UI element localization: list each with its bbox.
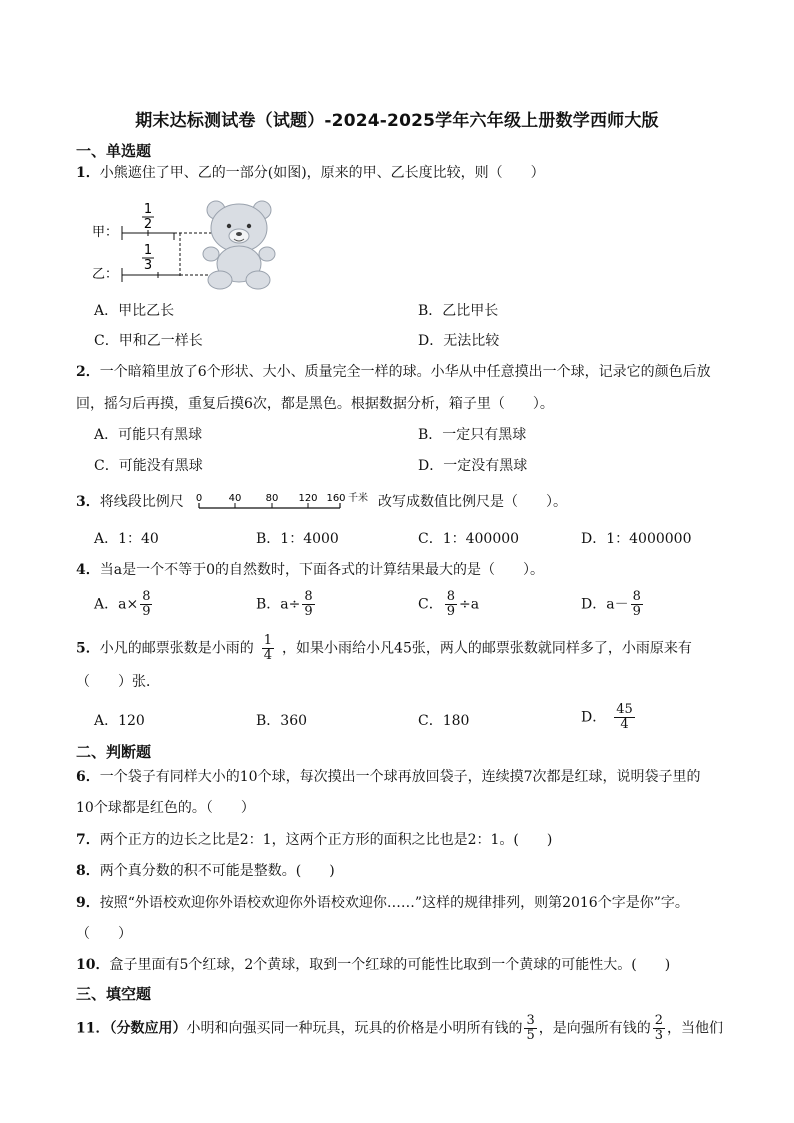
scale-tick-120: 120 <box>298 493 318 504</box>
question-5-line-1 <box>76 634 692 663</box>
fraction <box>524 1014 536 1043</box>
question-text-1: 小明和向强买同一种玩具，玩具的价格是小明所有钱的 <box>186 1020 523 1037</box>
question-9-line-1 <box>76 893 689 913</box>
question-text: 一个袋子有同样大小的10个球，每次摸出一个球再放回袋子，连续摸7次都是红球，说明袋子里的 <box>99 769 701 785</box>
fraction-denominator: 9 <box>304 604 313 619</box>
q1-option-c: C．甲和乙一样长 <box>94 333 203 349</box>
question-number: 3． <box>76 494 100 510</box>
yi-label: 乙： <box>92 267 119 282</box>
q3-option-c: C．1：400000 <box>418 531 520 547</box>
question-number: 10． <box>76 957 110 973</box>
q3-option-b: B．1：4000 <box>256 531 339 547</box>
question-text-3: ，当他们 <box>667 1020 724 1037</box>
section-heading-true-false: 二、判断题 <box>76 743 152 761</box>
question-text-2: ，是向强所有钱的 <box>538 1020 651 1037</box>
fraction-numerator: 3 <box>526 1013 535 1028</box>
option-d-prefix: D． <box>581 709 607 726</box>
fraction-numerator: 8 <box>304 589 313 604</box>
jia-label: 甲： <box>92 225 119 240</box>
question-text: 一个暗箱里放了6个形状、大小、质量完全一样的球。小华从中任意摸出一个球，记录它的颜色后放 <box>99 364 711 380</box>
question-number: 6． <box>76 769 100 785</box>
question-6-line-2: 10个球都是红色的。（ ） <box>76 800 255 816</box>
question-number: 7． <box>76 832 100 848</box>
fraction-numerator: 8 <box>446 589 455 604</box>
option-a-prefix: A．a× <box>94 596 139 613</box>
question-2-line-2: 回，摇匀后再摸，重复后摸6次，都是黑色。根据数据分析，箱子里（ ）。 <box>76 396 554 412</box>
q1-figure <box>92 196 288 290</box>
question-text: 当a是一个不等于0的自然数时，下面各式的计算结果最大的是（ ）。 <box>99 562 545 578</box>
question-8 <box>76 861 335 881</box>
question-6-line-1 <box>76 767 700 787</box>
q4-option-b <box>256 590 317 619</box>
scale-tick-0: 0 <box>195 493 203 504</box>
question-text: 小熊遮住了甲、乙的一部分(如图)，原来的甲、乙长度比较，则（ ） <box>99 165 545 181</box>
fraction <box>614 703 635 732</box>
teddy-bear-icon <box>203 201 275 289</box>
fraction <box>631 590 643 619</box>
fraction-denominator: 3 <box>654 1028 664 1043</box>
question-1 <box>76 163 545 183</box>
fraction <box>653 1014 665 1043</box>
fraction-denominator: 9 <box>142 604 151 619</box>
question-4 <box>76 560 544 580</box>
q2-option-b: B．一定只有黑球 <box>418 427 527 443</box>
jia-fraction-numerator: 1 <box>143 202 153 217</box>
scale-tick-80: 80 <box>265 493 279 504</box>
question-text-after: ，如果小雨给小凡45张，两人的邮票张数就同样多了，小雨原来有 <box>282 640 692 657</box>
option-d-prefix: D．a－ <box>581 596 629 613</box>
fraction-numerator: 8 <box>142 589 151 604</box>
question-number: 5． <box>76 640 100 657</box>
question-number: 1． <box>76 165 100 181</box>
option-c-suffix: ÷a <box>459 596 480 613</box>
question-number: 8． <box>76 863 100 879</box>
q2-option-d: D．一定没有黑球 <box>418 458 528 474</box>
q4-option-a <box>94 590 154 619</box>
q4-option-c <box>418 590 479 619</box>
question-9-line-2: （ ） <box>76 926 132 942</box>
jia-fraction-denominator: 2 <box>143 217 153 232</box>
fraction-denominator: 9 <box>446 604 455 619</box>
question-number: 9． <box>76 895 100 911</box>
question-text-before: 将线段比例尺 <box>99 494 184 510</box>
q1-option-a: A．甲比乙长 <box>94 303 175 319</box>
question-number: 11． <box>76 1020 110 1037</box>
q1-option-b: B．乙比甲长 <box>418 303 499 319</box>
question-5-line-2: （ ）张． <box>76 674 160 690</box>
fraction-numerator: 8 <box>632 589 641 604</box>
option-b-prefix: B．a÷ <box>256 596 301 613</box>
fraction-denominator: 9 <box>632 604 641 619</box>
scale-tick-40: 40 <box>228 493 242 504</box>
fraction <box>262 634 274 663</box>
q3-line-scale <box>190 490 374 514</box>
q5-option-d <box>581 703 637 732</box>
fraction-numerator: 45 <box>616 702 633 717</box>
yi-fraction-numerator: 1 <box>143 243 153 258</box>
q1-option-d: D．无法比较 <box>418 333 500 349</box>
question-10 <box>76 955 670 975</box>
section-heading-single-choice: 一、单选题 <box>76 142 152 160</box>
q5-option-b: B．360 <box>256 713 308 729</box>
q4-option-d <box>581 590 645 619</box>
q2-option-c: C．可能没有黑球 <box>94 458 203 474</box>
question-3-text-after: 改写成数值比例尺是（ ）。 <box>378 494 567 510</box>
page-title: 期末达标测试卷（试题）-2024-2025学年六年级上册数学西师大版 <box>135 111 659 131</box>
question-text: 两个正方的边长之比是2：1，这两个正方形的面积之比也是2：1。( ) <box>99 832 553 848</box>
option-c-prefix: C． <box>418 596 443 613</box>
fraction-denominator: 4 <box>620 717 629 732</box>
fraction-numerator: 2 <box>654 1013 664 1028</box>
question-tag: （分数应用） <box>109 1020 187 1037</box>
fraction <box>140 590 152 619</box>
question-2-line-1 <box>76 362 711 382</box>
scale-tick-160: 160 <box>326 493 346 504</box>
fraction-numerator: 1 <box>263 633 273 648</box>
yi-fraction-denominator: 3 <box>143 258 153 273</box>
section-heading-fill-blank: 三、填空题 <box>76 985 152 1003</box>
q3-option-a: A．1：40 <box>94 531 159 547</box>
question-11 <box>76 1014 723 1043</box>
q5-option-c: C．180 <box>418 713 470 729</box>
scale-unit: 千米 <box>348 493 368 504</box>
fraction-denominator: 5 <box>526 1028 535 1043</box>
question-number: 2． <box>76 364 100 380</box>
question-7 <box>76 830 552 850</box>
fraction-denominator: 4 <box>263 648 273 663</box>
question-3 <box>76 492 184 512</box>
question-text: 盒子里面有5个红球，2个黄球，取到一个红球的可能性比取到一个黄球的可能性大。( ) <box>109 957 671 973</box>
fraction <box>445 590 457 619</box>
q5-option-a: A．120 <box>94 713 145 729</box>
question-text: 两个真分数的积不可能是整数。( ) <box>99 863 335 879</box>
question-text: 按照“外语校欢迎你外语校欢迎你外语校欢迎你……”这样的规律排列，则第2016个字是你”字。 <box>99 895 689 911</box>
q3-option-d: D．1：4000000 <box>581 531 692 547</box>
question-number: 4． <box>76 562 100 578</box>
fraction <box>302 590 314 619</box>
question-text-before: 小凡的邮票张数是小雨的 <box>99 640 254 657</box>
q2-option-a: A．可能只有黑球 <box>94 427 203 443</box>
